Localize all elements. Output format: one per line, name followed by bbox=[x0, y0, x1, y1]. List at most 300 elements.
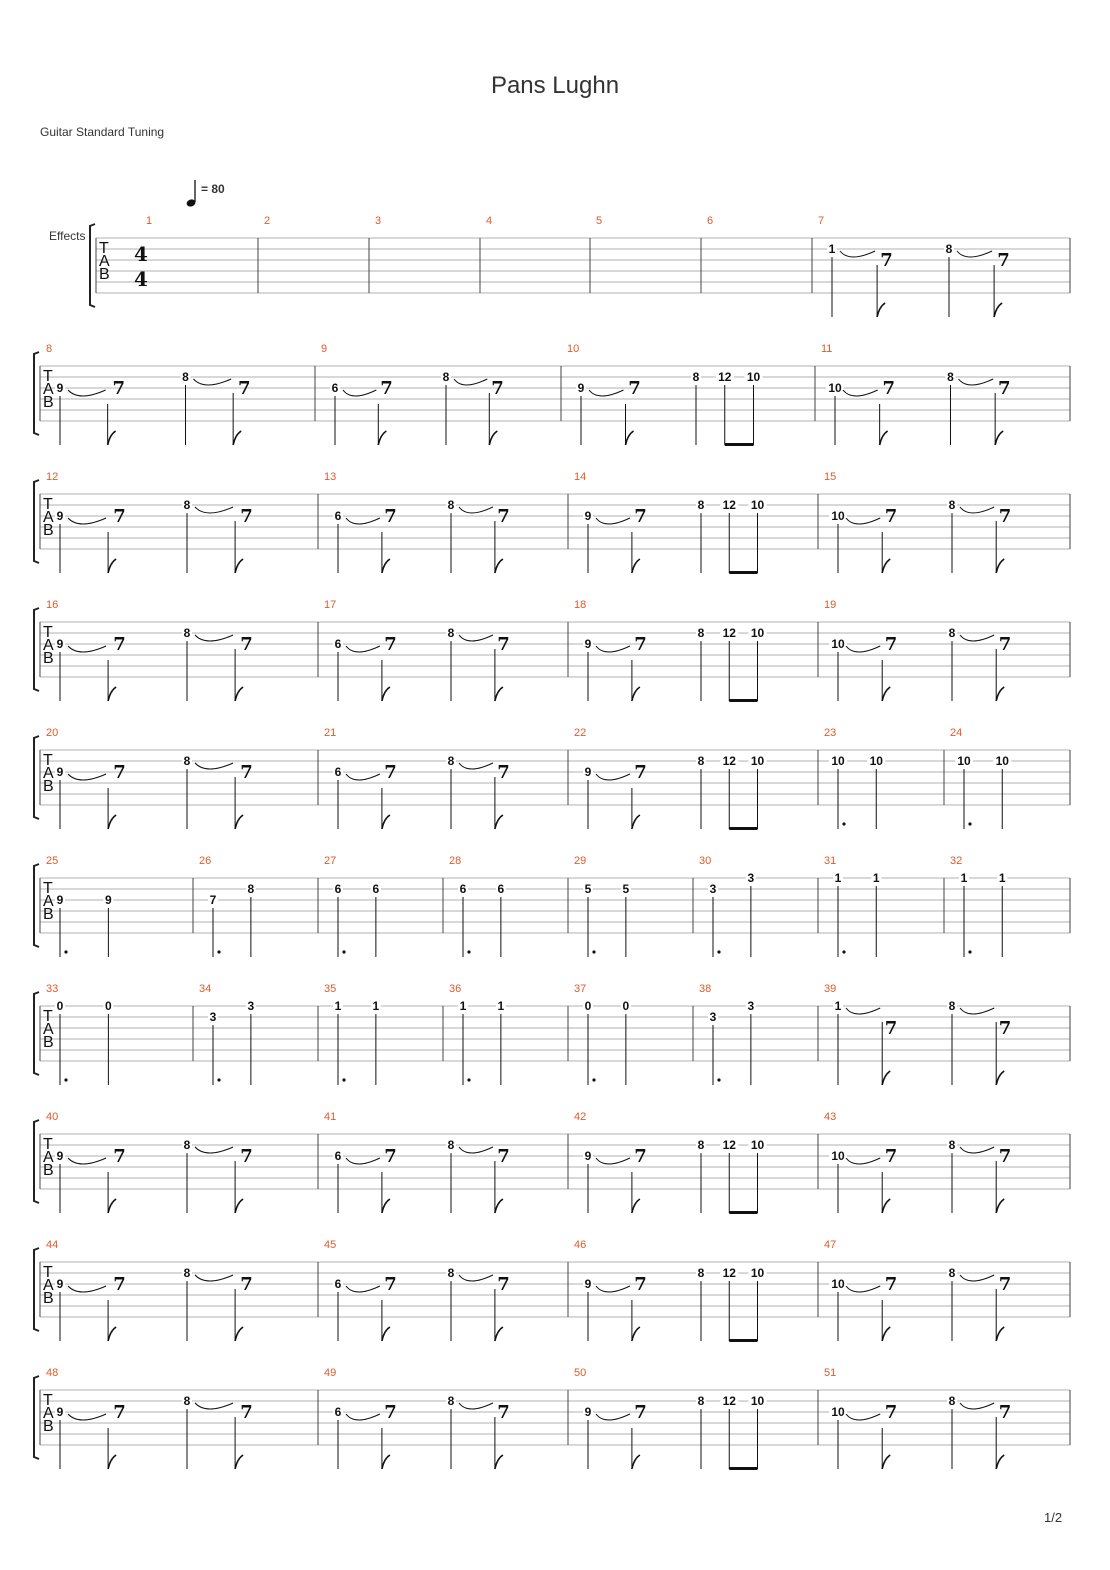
eighth-rest-icon: 7 bbox=[998, 1274, 1012, 1295]
eighth-flag-icon bbox=[108, 1455, 116, 1469]
tab-clef-letter: T bbox=[43, 752, 53, 769]
tab-clef-letter: T bbox=[43, 880, 53, 897]
tie-arc bbox=[343, 390, 376, 396]
measure bbox=[324, 1239, 510, 1341]
fret-number: 6 bbox=[334, 637, 342, 651]
fret-number: 8 bbox=[948, 498, 956, 512]
eighth-rest-icon: 7 bbox=[998, 506, 1012, 527]
fret-number: 9 bbox=[56, 509, 64, 523]
eighth-flag-icon bbox=[632, 559, 640, 573]
measure bbox=[821, 343, 1011, 445]
tie-arc bbox=[346, 1158, 380, 1164]
eighth-flag-icon bbox=[995, 431, 1003, 445]
fret-number: 1 bbox=[960, 871, 968, 885]
eighth-flag-icon bbox=[996, 1455, 1004, 1469]
tie-arc bbox=[596, 1414, 630, 1420]
fret-number: 8 bbox=[697, 1266, 705, 1280]
fret-number: 1 bbox=[998, 871, 1006, 885]
measure bbox=[324, 1367, 510, 1469]
dot-icon bbox=[64, 950, 67, 953]
tie-arc bbox=[959, 379, 994, 385]
tab-clef-letter: A bbox=[43, 381, 54, 398]
measure bbox=[824, 599, 1011, 701]
tie-arc bbox=[589, 390, 624, 396]
measure-number: 32 bbox=[950, 855, 963, 867]
tie-arc bbox=[454, 379, 487, 385]
eighth-rest-icon: 7 bbox=[240, 1402, 253, 1423]
measure bbox=[324, 855, 381, 957]
measure bbox=[574, 727, 767, 830]
fret-number: 0 bbox=[105, 999, 112, 1013]
fret-number: 10 bbox=[750, 1394, 765, 1408]
measure bbox=[449, 983, 506, 1085]
system-bracket bbox=[34, 736, 39, 819]
fret-number: 1 bbox=[834, 999, 842, 1013]
eighth-rest-icon: 7 bbox=[113, 1146, 126, 1167]
fret-number: 6 bbox=[334, 882, 342, 896]
eighth-flag-icon bbox=[495, 1455, 503, 1469]
fret-number: 9 bbox=[584, 765, 592, 779]
fret-number: 10 bbox=[750, 498, 765, 512]
eighth-rest-icon: 7 bbox=[384, 1146, 397, 1167]
fret-number: 12 bbox=[722, 1394, 736, 1408]
eighth-rest-icon: 7 bbox=[380, 378, 393, 399]
eighth-flag-icon bbox=[108, 687, 116, 701]
tab-system bbox=[34, 1367, 1070, 1470]
dot-icon bbox=[842, 950, 845, 953]
eighth-flag-icon bbox=[235, 815, 243, 829]
measure bbox=[46, 1239, 253, 1341]
eighth-flag-icon bbox=[495, 559, 503, 573]
measure bbox=[596, 215, 602, 227]
eighth-flag-icon bbox=[880, 431, 888, 445]
measure bbox=[574, 1367, 767, 1470]
tab-clef-letter: A bbox=[43, 765, 54, 782]
eighth-flag-icon bbox=[632, 687, 640, 701]
fret-number: 9 bbox=[105, 893, 112, 907]
measure bbox=[567, 343, 763, 446]
eighth-rest-icon: 7 bbox=[240, 762, 253, 783]
measure bbox=[574, 1111, 767, 1214]
fret-number: 12 bbox=[722, 1266, 736, 1280]
fret-number: 6 bbox=[331, 381, 339, 395]
fret-number: 7 bbox=[209, 893, 217, 907]
eighth-flag-icon bbox=[235, 559, 243, 573]
tab-clef-letter: T bbox=[43, 496, 53, 513]
eighth-rest-icon: 7 bbox=[497, 506, 510, 527]
fret-number: 10 bbox=[831, 637, 845, 651]
measure bbox=[574, 983, 631, 1085]
eighth-flag-icon bbox=[382, 815, 390, 829]
eighth-rest-icon: 7 bbox=[497, 1146, 510, 1167]
eighth-rest-icon: 7 bbox=[240, 1274, 253, 1295]
dot-icon bbox=[592, 1078, 595, 1081]
eighth-rest-icon: 7 bbox=[884, 1146, 898, 1167]
fret-number: 8 bbox=[697, 626, 705, 640]
measure-number: 34 bbox=[199, 983, 212, 995]
fret-number: 1 bbox=[497, 999, 505, 1013]
tie-arc bbox=[459, 1147, 493, 1153]
fret-number: 12 bbox=[722, 1138, 736, 1152]
tab-clef-letter: T bbox=[43, 368, 53, 385]
tie-arc bbox=[68, 518, 106, 524]
eighth-flag-icon bbox=[382, 559, 390, 573]
measure-number: 39 bbox=[824, 983, 837, 995]
fret-number: 9 bbox=[584, 637, 592, 651]
fret-number: 3 bbox=[209, 1010, 217, 1024]
measure bbox=[146, 215, 152, 227]
measure-number: 35 bbox=[324, 983, 337, 995]
system-bracket bbox=[34, 608, 39, 691]
eighth-flag-icon bbox=[996, 1199, 1004, 1213]
fret-number: 8 bbox=[183, 754, 191, 768]
eighth-flag-icon bbox=[877, 303, 885, 317]
eighth-rest-icon: 7 bbox=[884, 634, 898, 655]
tab-clef-letter: T bbox=[43, 1392, 53, 1409]
eighth-rest-icon: 7 bbox=[884, 1274, 898, 1295]
tie-arc bbox=[194, 379, 232, 385]
tie-arc bbox=[459, 763, 493, 769]
tab-system bbox=[90, 215, 1070, 317]
measure bbox=[574, 1239, 767, 1342]
tie-arc bbox=[459, 635, 493, 641]
fret-number: 8 bbox=[183, 498, 191, 512]
fret-number: 0 bbox=[622, 999, 630, 1013]
system-bracket bbox=[34, 352, 39, 435]
tempo-marking bbox=[186, 180, 225, 208]
tab-system bbox=[34, 1111, 1070, 1214]
fret-number: 10 bbox=[750, 1138, 765, 1152]
eighth-flag-icon bbox=[235, 1455, 243, 1469]
fret-number: 8 bbox=[697, 498, 705, 512]
measure-number: 24 bbox=[950, 727, 963, 739]
measure-number: 14 bbox=[574, 471, 587, 483]
fret-number: 9 bbox=[56, 381, 64, 395]
eighth-rest-icon: 7 bbox=[880, 250, 893, 271]
fret-number: 8 bbox=[447, 1138, 455, 1152]
measure-number: 4 bbox=[486, 215, 493, 227]
measure bbox=[46, 983, 113, 1085]
tie-arc bbox=[846, 518, 880, 524]
eighth-flag-icon bbox=[382, 1327, 390, 1341]
eighth-flag-icon bbox=[882, 1327, 890, 1341]
system-bracket bbox=[34, 992, 39, 1075]
fret-number: 10 bbox=[995, 754, 1009, 768]
eighth-rest-icon: 7 bbox=[634, 506, 647, 527]
eighth-flag-icon bbox=[882, 1455, 890, 1469]
eighth-rest-icon: 7 bbox=[634, 762, 647, 783]
eighth-flag-icon bbox=[382, 1455, 390, 1469]
tie-arc bbox=[846, 1008, 880, 1014]
measure bbox=[824, 727, 885, 829]
fret-number: 1 bbox=[872, 871, 880, 885]
eighth-rest-icon: 7 bbox=[491, 378, 504, 399]
fret-number: 10 bbox=[750, 1266, 765, 1280]
tie-arc bbox=[596, 1158, 630, 1164]
fret-number: 9 bbox=[584, 1405, 592, 1419]
fret-number: 8 bbox=[183, 1394, 191, 1408]
fret-number: 6 bbox=[497, 882, 505, 896]
fret-number: 8 bbox=[692, 370, 700, 384]
tie-arc bbox=[195, 1275, 233, 1281]
eighth-flag-icon bbox=[996, 1071, 1004, 1085]
fret-number: 8 bbox=[447, 754, 455, 768]
measure bbox=[264, 215, 270, 227]
measure bbox=[824, 1111, 1011, 1213]
tie-arc bbox=[346, 774, 380, 780]
eighth-flag-icon bbox=[235, 1199, 243, 1213]
eighth-rest-icon: 7 bbox=[628, 378, 641, 399]
measure bbox=[824, 1367, 1011, 1469]
tab-clef-letter: B bbox=[43, 1290, 54, 1307]
measure-number: 9 bbox=[321, 343, 328, 355]
dot-icon bbox=[968, 950, 971, 953]
tab-clef-letter: B bbox=[43, 394, 54, 411]
fret-number: 10 bbox=[831, 1277, 845, 1291]
eighth-flag-icon bbox=[378, 431, 386, 445]
eighth-flag-icon bbox=[382, 1199, 390, 1213]
fret-number: 8 bbox=[948, 626, 956, 640]
fret-number: 8 bbox=[183, 1266, 191, 1280]
measure-number: 13 bbox=[324, 471, 337, 483]
eighth-flag-icon bbox=[495, 1199, 503, 1213]
system-bracket bbox=[34, 1120, 39, 1203]
eighth-rest-icon: 7 bbox=[997, 378, 1011, 399]
fret-number: 10 bbox=[746, 370, 761, 384]
fret-number: 8 bbox=[447, 1266, 455, 1280]
fret-number: 10 bbox=[869, 754, 883, 768]
fret-number: 8 bbox=[447, 1394, 455, 1408]
beam bbox=[729, 1211, 757, 1214]
fret-number: 6 bbox=[372, 882, 380, 896]
tab-clef-letter: B bbox=[43, 522, 54, 539]
dot-icon bbox=[467, 1078, 470, 1081]
fret-number: 5 bbox=[584, 882, 592, 896]
tie-arc bbox=[960, 635, 994, 641]
fret-number: 9 bbox=[56, 765, 64, 779]
tab-clef-letter: T bbox=[43, 624, 53, 641]
fret-number: 10 bbox=[750, 626, 765, 640]
measure bbox=[699, 983, 756, 1085]
eighth-flag-icon bbox=[495, 1327, 503, 1341]
fret-number: 12 bbox=[722, 754, 736, 768]
tab-clef-letter: A bbox=[43, 893, 54, 910]
eighth-rest-icon: 7 bbox=[384, 506, 397, 527]
eighth-rest-icon: 7 bbox=[998, 1402, 1012, 1423]
tie-arc bbox=[843, 390, 878, 396]
fret-number: 12 bbox=[722, 498, 736, 512]
tie-arc bbox=[68, 774, 106, 780]
tab-clef-letter: A bbox=[99, 253, 110, 270]
eighth-flag-icon bbox=[632, 815, 640, 829]
tab-clef-letter: T bbox=[43, 1136, 53, 1153]
tuning-label: Guitar Standard Tuning bbox=[40, 125, 165, 139]
fret-number: 3 bbox=[247, 999, 255, 1013]
measure bbox=[574, 599, 767, 702]
tie-arc bbox=[596, 1286, 630, 1292]
tie-arc bbox=[960, 507, 994, 513]
beam bbox=[729, 827, 757, 830]
measure bbox=[324, 983, 381, 1085]
system-bracket bbox=[34, 1376, 39, 1459]
eighth-rest-icon: 7 bbox=[112, 378, 126, 399]
eighth-rest-icon: 7 bbox=[497, 1402, 510, 1423]
measure-number: 42 bbox=[574, 1111, 587, 1123]
tie-arc bbox=[596, 774, 630, 780]
measure bbox=[324, 471, 510, 573]
eighth-flag-icon bbox=[108, 815, 116, 829]
time-signature-top: 4 bbox=[134, 242, 148, 266]
eighth-rest-icon: 7 bbox=[497, 762, 510, 783]
eighth-flag-icon bbox=[235, 1327, 243, 1341]
tie-arc bbox=[846, 1286, 880, 1292]
measure-number: 12 bbox=[46, 471, 59, 483]
measure bbox=[950, 727, 1011, 829]
fret-number: 9 bbox=[56, 1405, 64, 1419]
system-bracket bbox=[34, 864, 39, 947]
tab-clef-letter: B bbox=[99, 266, 110, 283]
eighth-rest-icon: 7 bbox=[240, 506, 253, 527]
measure-number: 17 bbox=[324, 599, 337, 611]
eighth-rest-icon: 7 bbox=[113, 1274, 126, 1295]
measure-number: 48 bbox=[46, 1367, 59, 1379]
fret-number: 12 bbox=[718, 370, 732, 384]
measure bbox=[375, 215, 381, 227]
eighth-flag-icon bbox=[882, 1199, 890, 1213]
tie-arc bbox=[68, 1158, 106, 1164]
eighth-flag-icon bbox=[235, 687, 243, 701]
tab-clef-letter: T bbox=[43, 1008, 53, 1025]
eighth-rest-icon: 7 bbox=[113, 762, 126, 783]
eighth-flag-icon bbox=[882, 559, 890, 573]
fret-number: 12 bbox=[722, 626, 736, 640]
eighth-rest-icon: 7 bbox=[998, 634, 1012, 655]
eighth-rest-icon: 7 bbox=[997, 250, 1010, 271]
tie-arc bbox=[459, 1403, 493, 1409]
measure-number: 31 bbox=[824, 855, 837, 867]
fret-number: 5 bbox=[622, 882, 630, 896]
beam bbox=[729, 699, 757, 702]
tie-arc bbox=[195, 507, 233, 513]
measure-number: 19 bbox=[824, 599, 837, 611]
tab-systems bbox=[34, 215, 1070, 1470]
tab-clef-letter: A bbox=[43, 1405, 54, 1422]
fret-number: 0 bbox=[56, 999, 64, 1013]
eighth-flag-icon bbox=[489, 431, 497, 445]
tie-arc bbox=[596, 646, 630, 652]
fret-number: 8 bbox=[447, 498, 455, 512]
measure bbox=[324, 599, 510, 701]
measure-number: 36 bbox=[449, 983, 462, 995]
fret-number: 1 bbox=[372, 999, 380, 1013]
dot-icon bbox=[717, 950, 720, 953]
measure bbox=[324, 727, 510, 829]
measure-number: 21 bbox=[324, 727, 337, 739]
eighth-flag-icon bbox=[108, 1327, 116, 1341]
fret-number: 9 bbox=[584, 509, 592, 523]
fret-number: 6 bbox=[459, 882, 467, 896]
fret-number: 8 bbox=[948, 1266, 956, 1280]
eighth-flag-icon bbox=[632, 1455, 640, 1469]
tab-clef-letter: B bbox=[43, 778, 54, 795]
dot-icon bbox=[217, 950, 220, 953]
fret-number: 8 bbox=[948, 1394, 956, 1408]
measure bbox=[321, 343, 504, 445]
eighth-rest-icon: 7 bbox=[497, 1274, 510, 1295]
eighth-rest-icon: 7 bbox=[113, 634, 126, 655]
fret-number: 9 bbox=[56, 1277, 64, 1291]
tie-arc bbox=[195, 763, 233, 769]
tab-system bbox=[34, 1239, 1070, 1342]
fret-number: 8 bbox=[447, 626, 455, 640]
tab-system bbox=[34, 983, 1070, 1085]
fret-number: 1 bbox=[334, 999, 342, 1013]
fret-number: 8 bbox=[697, 754, 705, 768]
fret-number: 3 bbox=[747, 999, 755, 1013]
dot-icon bbox=[342, 1078, 345, 1081]
measure-number: 5 bbox=[596, 215, 603, 227]
measure-number: 23 bbox=[824, 727, 837, 739]
tab-clef-letter: A bbox=[43, 1149, 54, 1166]
fret-number: 10 bbox=[831, 1405, 845, 1419]
measure bbox=[818, 215, 1010, 317]
tempo-value: = 80 bbox=[201, 182, 225, 196]
eighth-rest-icon: 7 bbox=[884, 506, 898, 527]
measure-number: 38 bbox=[699, 983, 712, 995]
measure-number: 16 bbox=[46, 599, 59, 611]
eighth-rest-icon: 7 bbox=[384, 1274, 397, 1295]
measure bbox=[46, 1111, 253, 1213]
time-signature-bottom: 4 bbox=[134, 267, 148, 291]
measure-number: 3 bbox=[375, 215, 382, 227]
measure-number: 43 bbox=[824, 1111, 837, 1123]
measure bbox=[324, 1111, 510, 1213]
eighth-flag-icon bbox=[996, 559, 1004, 573]
measure bbox=[699, 855, 756, 957]
tab-clef-letter: T bbox=[43, 1264, 53, 1281]
eighth-rest-icon: 7 bbox=[884, 1018, 898, 1039]
tie-arc bbox=[195, 635, 233, 641]
eighth-rest-icon: 7 bbox=[634, 1402, 647, 1423]
tie-arc bbox=[840, 251, 875, 257]
eighth-rest-icon: 7 bbox=[384, 634, 397, 655]
tab-system bbox=[34, 343, 1070, 446]
measure bbox=[707, 215, 713, 227]
fret-number: 6 bbox=[334, 1405, 342, 1419]
fret-number: 8 bbox=[945, 242, 953, 256]
measure-number: 46 bbox=[574, 1239, 587, 1251]
measure bbox=[46, 1367, 253, 1469]
dot-icon bbox=[64, 1078, 67, 1081]
fret-number: 3 bbox=[747, 871, 755, 885]
tab-clef-letter: B bbox=[43, 1034, 54, 1051]
eighth-flag-icon bbox=[626, 431, 634, 445]
measure bbox=[449, 855, 506, 957]
dot-icon bbox=[842, 822, 845, 825]
tab-clef-letter: T bbox=[99, 240, 109, 257]
fret-number: 8 bbox=[247, 882, 255, 896]
fret-number: 8 bbox=[948, 999, 956, 1013]
tie-arc bbox=[346, 1414, 380, 1420]
eighth-flag-icon bbox=[233, 431, 241, 445]
measure-number: 30 bbox=[699, 855, 712, 867]
dot-icon bbox=[467, 950, 470, 953]
dot-icon bbox=[717, 1078, 720, 1081]
measure bbox=[824, 983, 1011, 1085]
eighth-rest-icon: 7 bbox=[240, 634, 253, 655]
measure-number: 20 bbox=[46, 727, 59, 739]
tie-arc bbox=[846, 1158, 880, 1164]
